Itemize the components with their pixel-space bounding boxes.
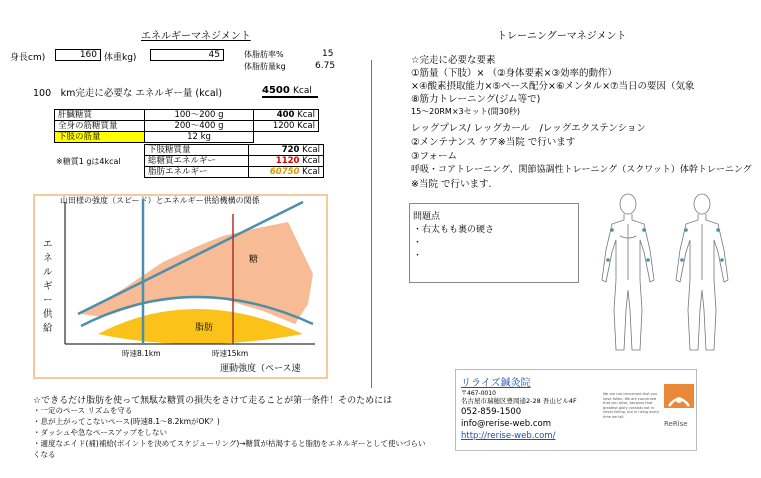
table-row: [145, 145, 324, 156]
notes-headline: ☆できるだけ脂肪を使って無駄な糖質の損失をさけて走ることが第一条件！そのためには: [33, 396, 393, 406]
chart-ylabel: エネルギー供給: [43, 239, 53, 334]
training-line: ×④酸素摂取能力×⑤ペース配分×⑥メンタル×⑦当日の要因（気象: [411, 81, 695, 92]
clinic-phone: 052-859-1500: [461, 407, 522, 417]
table-row: [55, 132, 319, 143]
note-item: ・一定のペース リズムを守る: [33, 406, 133, 415]
body-fat-kg-value: 6.75: [315, 61, 336, 71]
clinic-email[interactable]: info@rerise-web.com: [461, 419, 551, 429]
table-row: [55, 110, 319, 121]
note-item: ・適度なエイド(補)補給(ポイントを決めてスケジューリング)→糖質が枯渇すると脂肪をエネルギーとして使いづらい: [33, 439, 426, 448]
body-marker-dots: [606, 228, 724, 262]
weight-field: [150, 49, 224, 61]
body-fat-kg-label: 体脂肪量kg: [244, 62, 286, 71]
training-line: ①筋量（下肢）× （②身体要素×③効率的動作）: [411, 68, 617, 79]
row-unit: Kcal: [302, 167, 320, 177]
row-label: 下肢の筋量: [55, 132, 145, 143]
row-value: 1200: [272, 121, 295, 131]
requirement-label: 100 km完走に必要な エネルギー量 (kcal): [33, 88, 223, 99]
fat-area-label: 脂肪: [195, 323, 214, 333]
row-value: 400: [276, 110, 295, 120]
height-value: 160: [79, 50, 97, 60]
clinic-logo-text: ReRise: [664, 420, 688, 428]
sugar-area: [81, 222, 313, 324]
problem-item: ・: [413, 251, 423, 261]
row-value: 60750: [269, 167, 300, 177]
energy-supply-chart: [33, 194, 328, 379]
row-range: 100〜200 g: [145, 110, 254, 121]
row-label: 脂肪エネルギー: [145, 167, 249, 178]
note-item: ・ダッシュや急なペースアップをしない: [33, 428, 167, 437]
height-field: [55, 49, 101, 61]
training-line: ☆完走に必要な要素: [411, 55, 496, 66]
requirement-unit: Kcal: [293, 86, 312, 96]
row-unit: Kcal: [297, 121, 315, 131]
body-diagram: [590, 190, 750, 360]
note-item: ・息が上がってこないペース(時速8.1〜8.2kmがOK？): [33, 417, 220, 426]
marker-label-8kmh: 時速8.1km: [122, 349, 161, 358]
glycogen-table: [54, 109, 319, 143]
training-title: トレーニングーマネジメント: [497, 31, 627, 42]
clinic-address: 名古屋市瑞穂区豊岡通2-28 吾山ビル4F: [461, 397, 577, 405]
training-line: 呼吸・コアトレーニング、関節協調性トレーニング（スクワット）体幹トレーニング: [411, 165, 752, 175]
problem-item: ・右太もも裏の硬さ: [413, 225, 495, 235]
clinic-postal: 〒467-0010: [461, 390, 496, 397]
row-label: 肝臓糖質: [55, 110, 145, 121]
problems-title: 問題点: [413, 212, 441, 222]
clinic-name[interactable]: リライズ鍼灸院: [461, 378, 531, 389]
energy-summary-table: [144, 144, 324, 178]
row-unit: Kcal: [302, 145, 320, 155]
row-label: 総糖質エネルギー: [145, 156, 249, 167]
note-item: くなる: [33, 450, 56, 459]
problem-item: ・: [413, 238, 423, 248]
requirement-value: 4500: [262, 85, 318, 98]
table-row: [55, 121, 319, 132]
row-label: 下肢糖質量: [145, 145, 249, 156]
chart-title: 山田様の強度（スピード）とエネルギー供給機構の関係: [60, 196, 260, 205]
row-unit: Kcal: [302, 156, 320, 166]
training-line: ⑧筋力トレーニング(ジム等で): [411, 94, 541, 105]
body-front-figure: [602, 194, 654, 350]
clinic-url[interactable]: http://rerise-web.com/: [461, 431, 556, 441]
training-line: ※当院 で行います.: [411, 179, 492, 190]
body-fat-pct-label: 体脂肪率%: [244, 50, 284, 59]
weight-value: 45: [208, 50, 220, 60]
table-row: [145, 156, 324, 167]
chart-xlabel: 運動強度（ペース速: [220, 364, 301, 374]
body-back-figure: [676, 194, 728, 350]
training-line: レッグプレス/ レッグカール /レッグエクステンション: [411, 123, 646, 134]
table-row: [145, 167, 324, 178]
body-fat-pct-value: 15: [322, 49, 334, 59]
glycogen-note: ※糖質1 gは4kcal: [56, 157, 121, 166]
training-line: ②メンテナンス ケア※当院 で行います: [411, 137, 576, 148]
weight-label: 体重kg): [104, 53, 137, 63]
row-value: 1120: [275, 156, 300, 166]
height-label: 身長cm): [10, 53, 46, 63]
row-unit: Kcal: [297, 110, 315, 120]
row-label: 全身の筋糖質量: [55, 121, 145, 132]
row-value: 720: [281, 145, 300, 155]
sugar-area-label: 糖: [249, 255, 259, 265]
training-line: 15〜20RM×3セット(間30秒): [411, 107, 521, 116]
training-line: ③フォーム: [411, 151, 458, 162]
row-range: 12 kg: [145, 132, 254, 143]
energy-title: エネルギーマネジメント: [141, 31, 251, 42]
row-range: 200〜400 g: [145, 121, 254, 132]
column-divider: [371, 60, 372, 388]
clinic-tagline: We are not concerned that you have fallen. We are concerned that you arise, because that greatest glory consists not in never failing, but in rising every time we fall.: [603, 392, 659, 419]
marker-label-15kmh: 時速15km: [212, 349, 249, 358]
